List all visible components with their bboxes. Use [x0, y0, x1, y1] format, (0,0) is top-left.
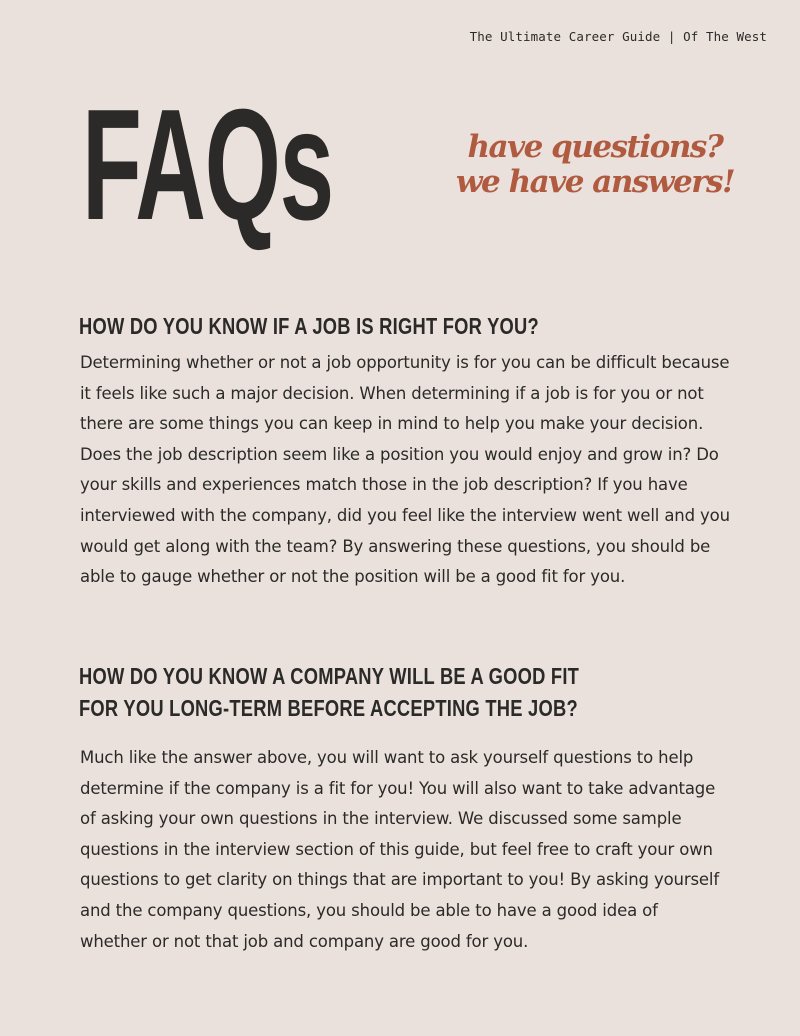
- tagline-line: have questions?: [467, 129, 723, 165]
- faq-answer-line: determine if the company is a fit for you! You will also want to take advantage: [80, 778, 716, 798]
- faq-question: [79, 310, 539, 342]
- running-header: The Ultimate Career Guide | Of The West: [469, 29, 767, 44]
- faq-answer-line: there are some things you can keep in mind to help you make your decision.: [80, 414, 704, 434]
- faq-answer-line: questions to get clarity on things that are important to you! By asking yourself: [80, 870, 719, 890]
- tagline: [452, 130, 738, 200]
- faq-answer-line: would get along with the team? By answering these questions, you should be: [80, 536, 711, 556]
- tagline-line: we have answers!: [455, 164, 735, 200]
- faq-question-line: HOW DO YOU KNOW IF A JOB IS RIGHT FOR YOU?: [79, 313, 539, 339]
- faq-answer-line: whether or not that job and company are good for you.: [80, 931, 529, 951]
- faq-answer-line: of asking your own questions in the interview. We discussed some sample: [80, 809, 682, 829]
- faq-question-line: HOW DO YOU KNOW A COMPANY WILL BE A GOOD FIT: [79, 663, 580, 689]
- faq-answer-line: Much like the answer above, you will want to ask yourself questions to help: [80, 748, 694, 767]
- faq-answer-line: questions in the interview section of this guide, but feel free to craft your own: [80, 839, 713, 859]
- faq-answer-line: able to gauge whether or not the position will be a good fit for you.: [80, 567, 626, 587]
- faq-answer-line: Determining whether or not a job opportunity is for you can be difficult because: [80, 353, 730, 372]
- page-title: FAQs: [82, 77, 333, 253]
- faq-answer-line: it feels like such a major decision. When determining if a job is for you or not: [80, 383, 704, 403]
- faq-answer-line: interviewed with the company, did you feel like the interview went well and you: [80, 505, 730, 525]
- faq-question: [79, 660, 579, 724]
- faq-answer: [80, 743, 725, 957]
- faq-answer-line: Does the job description seem like a position you would enjoy and grow in? Do: [80, 444, 719, 464]
- faq-question-line: FOR YOU LONG-TERM BEFORE ACCEPTING THE JOB?: [79, 695, 578, 721]
- faq-answer: [80, 348, 730, 593]
- faq-answer-line: and the company questions, you should be able to have a good idea of: [80, 900, 658, 920]
- faq-answer-line: your skills and experiences match those in the job description? If you have: [80, 475, 688, 495]
